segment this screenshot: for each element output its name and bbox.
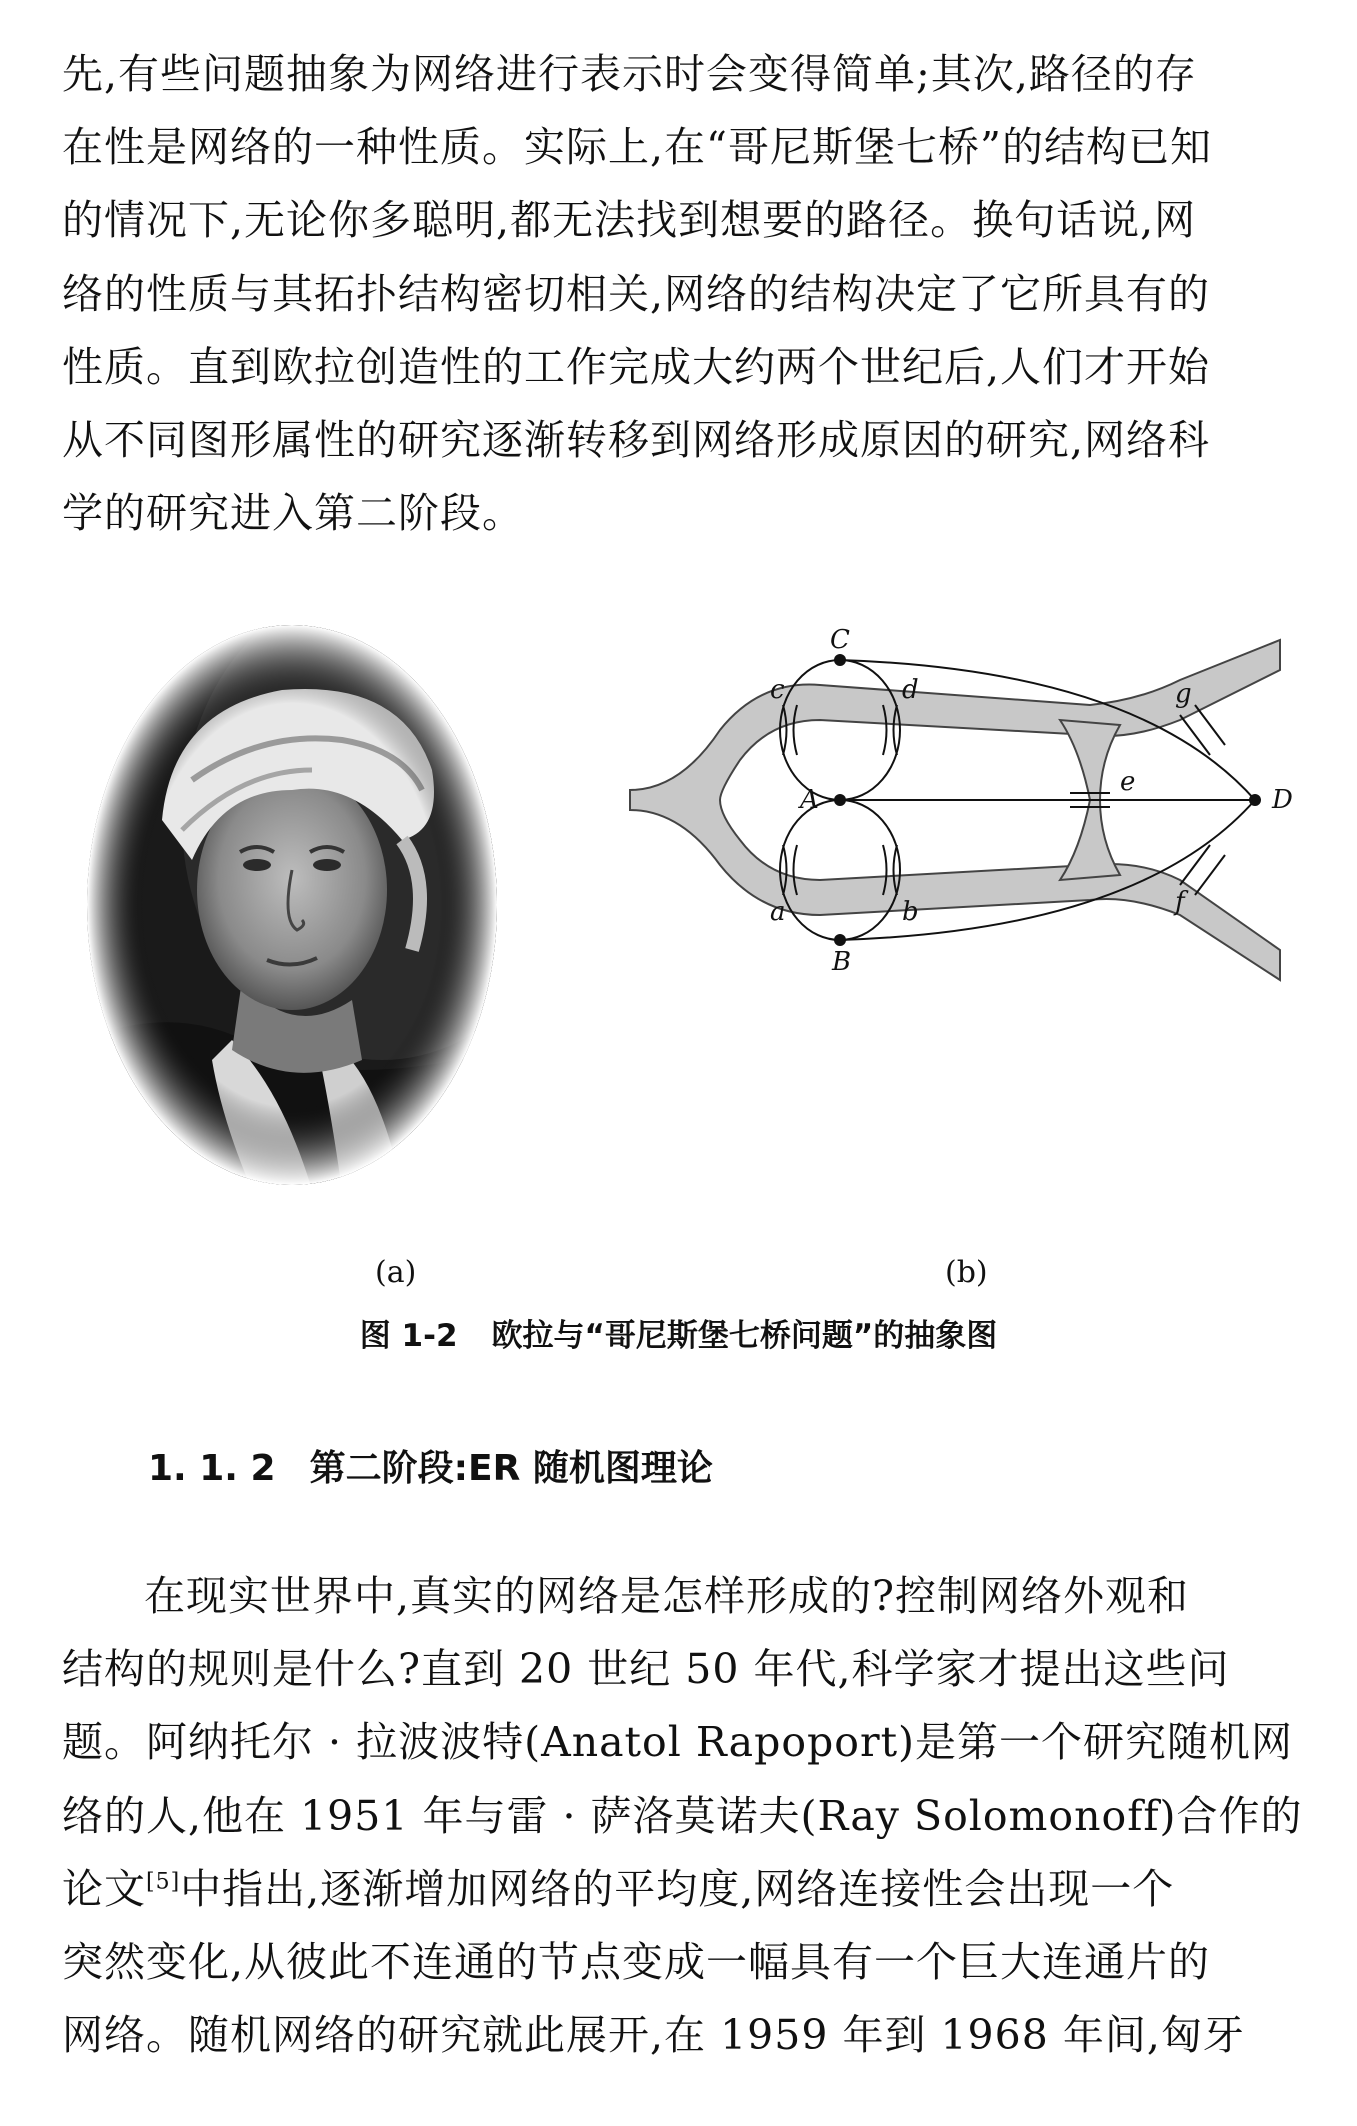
label-node-a: A [800,785,819,815]
label-bridge-d: d [902,675,919,705]
text-line: 网络。随机网络的研究就此展开,在 1959 年到 1968 年间,匈牙 [62,2011,1245,2060]
figure-number: 图 1-2 [359,1318,458,1354]
euler-portrait [82,620,502,1190]
label-bridge-f: f [1175,887,1185,917]
text-line: 结构的规则是什么?直到 20 世纪 50 年代,科学家才提出这些问 [62,1645,1230,1694]
text-line: 题。阿纳托尔 · 拉波波特(Anatol Rapoport)是第一个研究随机网 [62,1718,1294,1767]
konigsberg-graph-diagram [620,625,1320,1200]
text-fragment: 中指出,逐渐增加网络的平均度,网络连接性会出现一个 [180,1864,1175,1913]
section-number: 1. 1. 2 [148,1448,276,1489]
text-line: 的情况下,无论你多聪明,都无法找到想要的路径。换句话说,网 [62,196,1197,245]
label-bridge-g: g [1175,679,1192,709]
node-a [834,794,846,806]
text-line: 学的研究进入第二阶段。 [62,489,524,538]
text-line: 络的性质与其拓扑结构密切相关,网络的结构决定了它所具有的 [62,269,1211,318]
text-fragment: 论文 [62,1864,146,1913]
figure-caption [0,1310,1357,1355]
node-c [834,654,846,666]
section-heading [148,1440,713,1491]
text-line: 在现实世界中,真实的网络是怎样形成的?控制网络外观和 [144,1572,1190,1620]
node-b [834,934,846,946]
label-node-d: D [1272,785,1293,815]
label-bridge-e: e [1120,767,1136,797]
figure-sublabel-b: (b) [945,1255,988,1290]
text-line: 从不同图形属性的研究逐渐转移到网络形成原因的研究,网络科 [62,415,1211,464]
text-line: 性质。直到欧拉创造性的工作完成大约两个世纪后,人们才开始 [62,342,1211,391]
figure-caption-text: 欧拉与“哥尼斯堡七桥问题”的抽象图 [491,1318,998,1354]
text-line: 络的人,他在 1951 年与雷 · 萨洛莫诺夫(Ray Solomonoff)合作的 [62,1791,1303,1840]
label-node-b: B [832,947,852,977]
bottom-paragraph [62,1560,1302,2072]
section-title: 第二阶段:ER 随机图理论 [309,1448,713,1489]
label-node-c: C [830,625,850,655]
top-paragraph [62,38,1302,550]
text-line [62,1853,1302,1926]
text-line: 突然变化,从彼此不连通的节点变成一幅具有一个巨大连通片的 [62,1937,1211,1986]
node-d [1249,794,1261,806]
text-line: 在性是网络的一种性质。实际上,在“哥尼斯堡七桥”的结构已知 [62,123,1212,172]
label-bridge-b: b [902,897,919,927]
text-line: 先,有些问题抽象为网络进行表示时会变得简单;其次,路径的存 [62,50,1197,98]
figure-sublabel-a: (a) [375,1255,417,1290]
citation-ref: [5] [146,1869,181,1895]
label-bridge-a: a [770,897,786,927]
label-bridge-c: c [770,675,785,705]
